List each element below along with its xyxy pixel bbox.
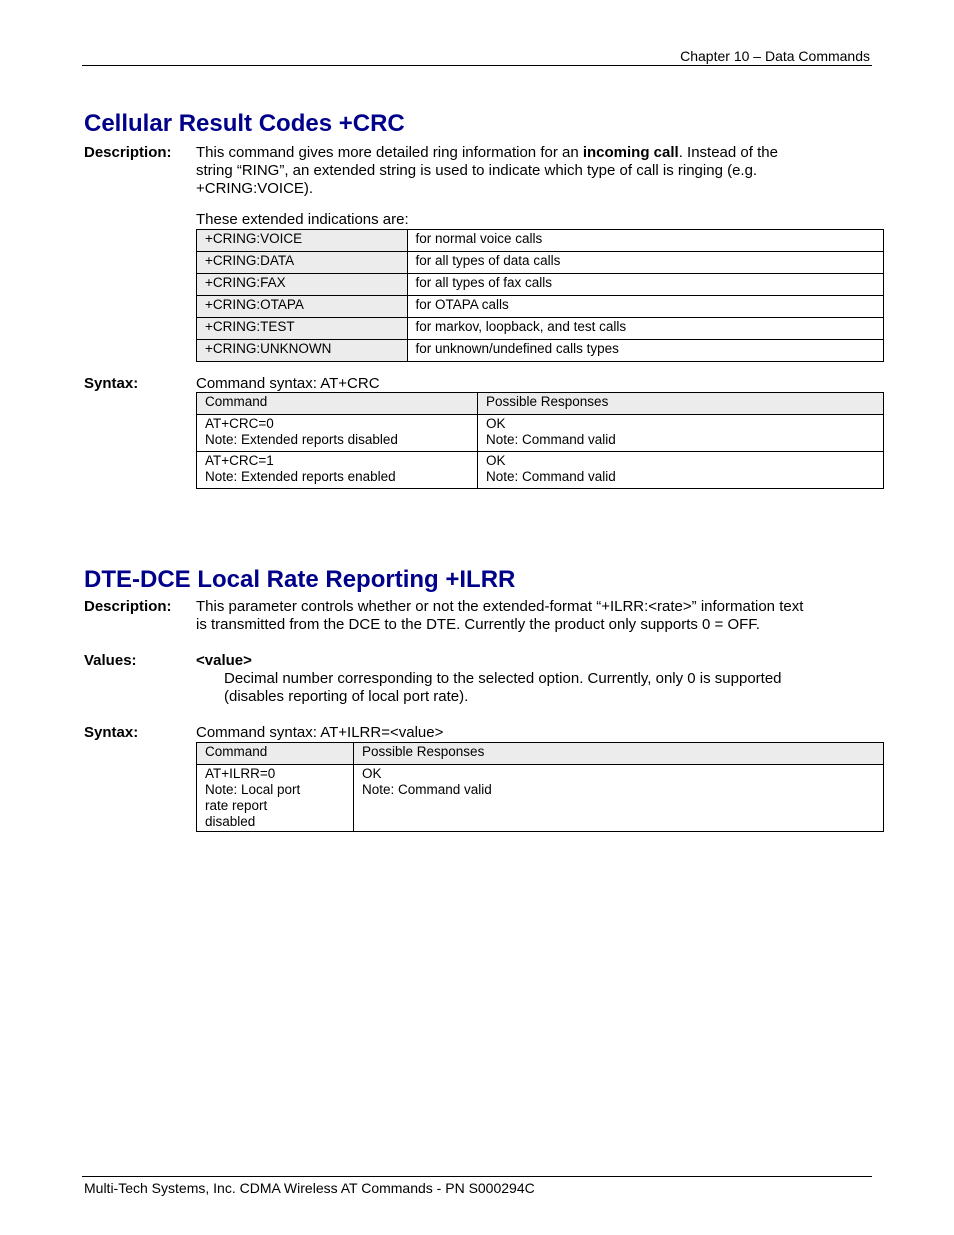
table-row xyxy=(197,252,884,274)
indication-meaning: for markov, loopback, and test calls xyxy=(407,318,884,340)
ilrr-desc-line1: This parameter controls whether or not the extended-format “+ILRR:<rate>” information text xyxy=(196,598,804,615)
table-row xyxy=(197,765,884,832)
ilrr-value-line2: (disables reporting of local port rate). xyxy=(224,688,469,705)
command-cell xyxy=(197,765,354,832)
response-note: Note: Command valid xyxy=(486,432,616,447)
ilrr-syntax-table xyxy=(196,742,884,832)
crc-syntax-label: Syntax: xyxy=(84,375,139,392)
crc-description-label: Description: xyxy=(84,144,172,161)
crc-indications-intro: These extended indications are: xyxy=(196,211,409,228)
page-footer: Multi-Tech Systems, Inc. CDMA Wireless AT Commands - PN S000294C xyxy=(84,1180,535,1196)
table-row xyxy=(197,318,884,340)
crc-desc-line2: string “RING”, an extended string is used to indicate which type of call is ringing (e.g. xyxy=(196,162,758,179)
column-header-command: Command xyxy=(197,743,354,765)
command-note-line: rate report xyxy=(205,798,268,813)
chapter-header: Chapter 10 – Data Commands xyxy=(680,48,870,64)
crc-desc-pre: This command gives more detailed ring information for an xyxy=(196,144,583,161)
indication-meaning: for OTAPA calls xyxy=(407,296,884,318)
command-note-line: disabled xyxy=(205,814,256,829)
table-row xyxy=(197,452,884,489)
command-value: AT+ILRR=0 xyxy=(205,766,276,781)
table-header-row xyxy=(197,743,884,765)
crc-syntax-text: Command syntax: AT+CRC xyxy=(196,375,380,392)
response-note: Note: Command valid xyxy=(486,469,616,484)
indication-code: +CRING:TEST xyxy=(197,318,408,340)
ilrr-value-line1: Decimal number corresponding to the selected option. Currently, only 0 is supported xyxy=(224,670,782,687)
table-row xyxy=(197,274,884,296)
command-note: Note: Extended reports enabled xyxy=(205,469,396,484)
table-row xyxy=(197,415,884,452)
command-cell xyxy=(197,415,478,452)
crc-desc-post: . Instead of the xyxy=(678,144,778,161)
command-value: AT+CRC=0 xyxy=(205,416,274,431)
crc-indications-table xyxy=(196,229,884,362)
indication-meaning: for all types of fax calls xyxy=(407,274,884,296)
crc-section-title: Cellular Result Codes +CRC xyxy=(84,110,405,137)
ilrr-description-label: Description: xyxy=(84,598,172,615)
crc-desc-line3: +CRING:VOICE). xyxy=(196,180,314,197)
table-row xyxy=(197,340,884,362)
footer-rule xyxy=(82,1176,872,1177)
response-value: OK xyxy=(362,766,382,781)
table-header-row xyxy=(197,393,884,415)
indication-code: +CRING:FAX xyxy=(197,274,408,296)
table-row xyxy=(197,296,884,318)
response-value: OK xyxy=(486,453,506,468)
crc-desc-line1 xyxy=(196,144,836,162)
command-note-line: Note: Local port xyxy=(205,782,301,797)
ilrr-section-title: DTE-DCE Local Rate Reporting +ILRR xyxy=(84,566,516,593)
indication-code: +CRING:DATA xyxy=(197,252,408,274)
crc-desc-bold: incoming call xyxy=(582,144,679,161)
column-header-command: Command xyxy=(197,393,478,415)
crc-description xyxy=(196,144,836,198)
ilrr-syntax-label: Syntax: xyxy=(84,724,139,741)
ilrr-syntax-text: Command syntax: AT+ILRR=<value> xyxy=(196,724,444,741)
indication-meaning: for unknown/undefined calls types xyxy=(407,340,884,362)
ilrr-description xyxy=(196,598,856,634)
table-row xyxy=(197,230,884,252)
response-cell xyxy=(478,452,884,489)
crc-syntax-table xyxy=(196,392,884,489)
command-value: AT+CRC=1 xyxy=(205,453,274,468)
ilrr-desc-line2: is transmitted from the DCE to the DTE. Currently the product only supports 0 = OFF. xyxy=(196,616,760,633)
indication-meaning: for normal voice calls xyxy=(407,230,884,252)
response-note: Note: Command valid xyxy=(362,782,492,797)
indication-meaning: for all types of data calls xyxy=(407,252,884,274)
ilrr-value-description xyxy=(224,670,844,706)
indication-code: +CRING:VOICE xyxy=(197,230,408,252)
response-cell xyxy=(354,765,884,832)
indication-code: +CRING:UNKNOWN xyxy=(197,340,408,362)
header-rule xyxy=(82,65,872,66)
indication-code: +CRING:OTAPA xyxy=(197,296,408,318)
command-cell xyxy=(197,452,478,489)
column-header-responses: Possible Responses xyxy=(354,743,884,765)
ilrr-value-name: <value> xyxy=(196,652,252,669)
response-value: OK xyxy=(486,416,506,431)
ilrr-values-label: Values: xyxy=(84,652,137,669)
command-note: Note: Extended reports disabled xyxy=(205,432,398,447)
column-header-responses: Possible Responses xyxy=(478,393,884,415)
response-cell xyxy=(478,415,884,452)
